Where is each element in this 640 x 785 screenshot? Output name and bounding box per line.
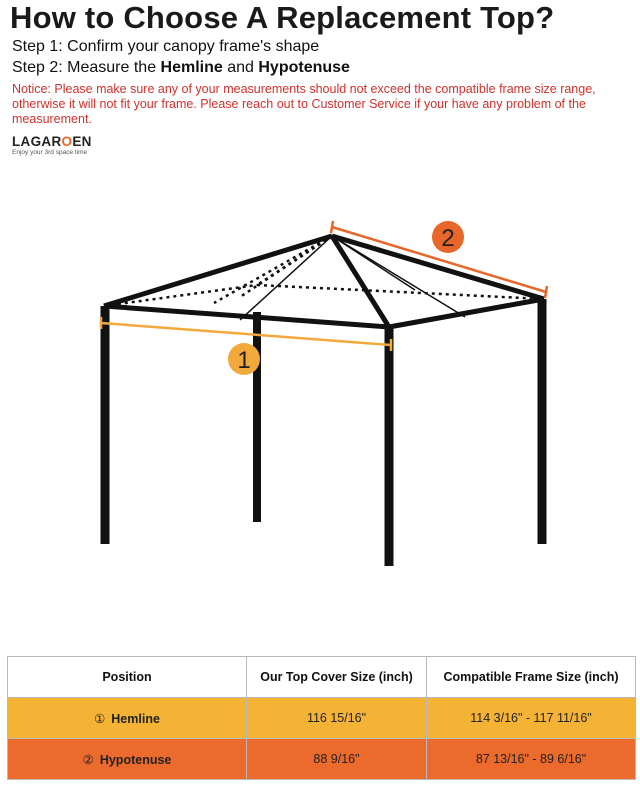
step-2-and: and xyxy=(222,59,259,76)
step-1-text: Step 1: Confirm your canopy frame's shape xyxy=(12,38,320,55)
cell-frame-size: 114 3/16" - 117 11/16" xyxy=(427,698,636,739)
step-2-prefix: Step 2: Measure the xyxy=(12,59,161,76)
row-position-label: Hypotenuse xyxy=(99,752,172,767)
row-marker: ② xyxy=(82,752,94,767)
header-position: Position xyxy=(8,657,247,698)
size-table xyxy=(7,656,636,780)
page-title: How to Choose A Replacement Top? xyxy=(10,0,555,35)
cell-position xyxy=(8,739,247,780)
row-marker: ① xyxy=(94,711,106,726)
cell-cover-size: 116 15/16" xyxy=(247,698,427,739)
brand-name-right: EN xyxy=(72,134,92,149)
step-2-text xyxy=(12,58,350,78)
table-header-row xyxy=(8,657,636,698)
brand-logo xyxy=(12,134,92,157)
cell-frame-size: 87 13/16" - 89 6/16" xyxy=(427,739,636,780)
brand-name-left: LAGAR xyxy=(12,134,62,149)
canopy-frame-diagram xyxy=(0,190,640,580)
step-2-hypotenuse: Hypotenuse xyxy=(258,59,350,76)
frame-roof-ribs xyxy=(240,236,465,320)
brand-name xyxy=(12,134,92,149)
cell-cover-size: 88 9/16" xyxy=(247,739,427,780)
table-row-hypotenuse xyxy=(8,739,636,780)
frame-roof xyxy=(104,236,544,327)
table-row-hemline xyxy=(8,698,636,739)
row-position-label: Hemline xyxy=(111,711,160,726)
hypotenuse-marker-label: 2 xyxy=(441,225,455,252)
brand-name-o: O xyxy=(61,134,73,149)
step-2-hemline: Hemline xyxy=(160,59,223,76)
cell-position xyxy=(8,698,247,739)
header-cover-size: Our Top Cover Size (inch) xyxy=(247,657,427,698)
header-frame-size: Compatible Frame Size (inch) xyxy=(427,657,636,698)
brand-tagline: Enjoy your 3rd space time xyxy=(12,149,88,156)
hemline-marker-label: 1 xyxy=(237,347,251,374)
notice-text: Notice: Please make sure any of your measurements should not exceed the compatible frame size range, otherwise it will not fit your frame. Please reach out to Customer Service if your have any problem of the measurement. xyxy=(12,82,596,126)
